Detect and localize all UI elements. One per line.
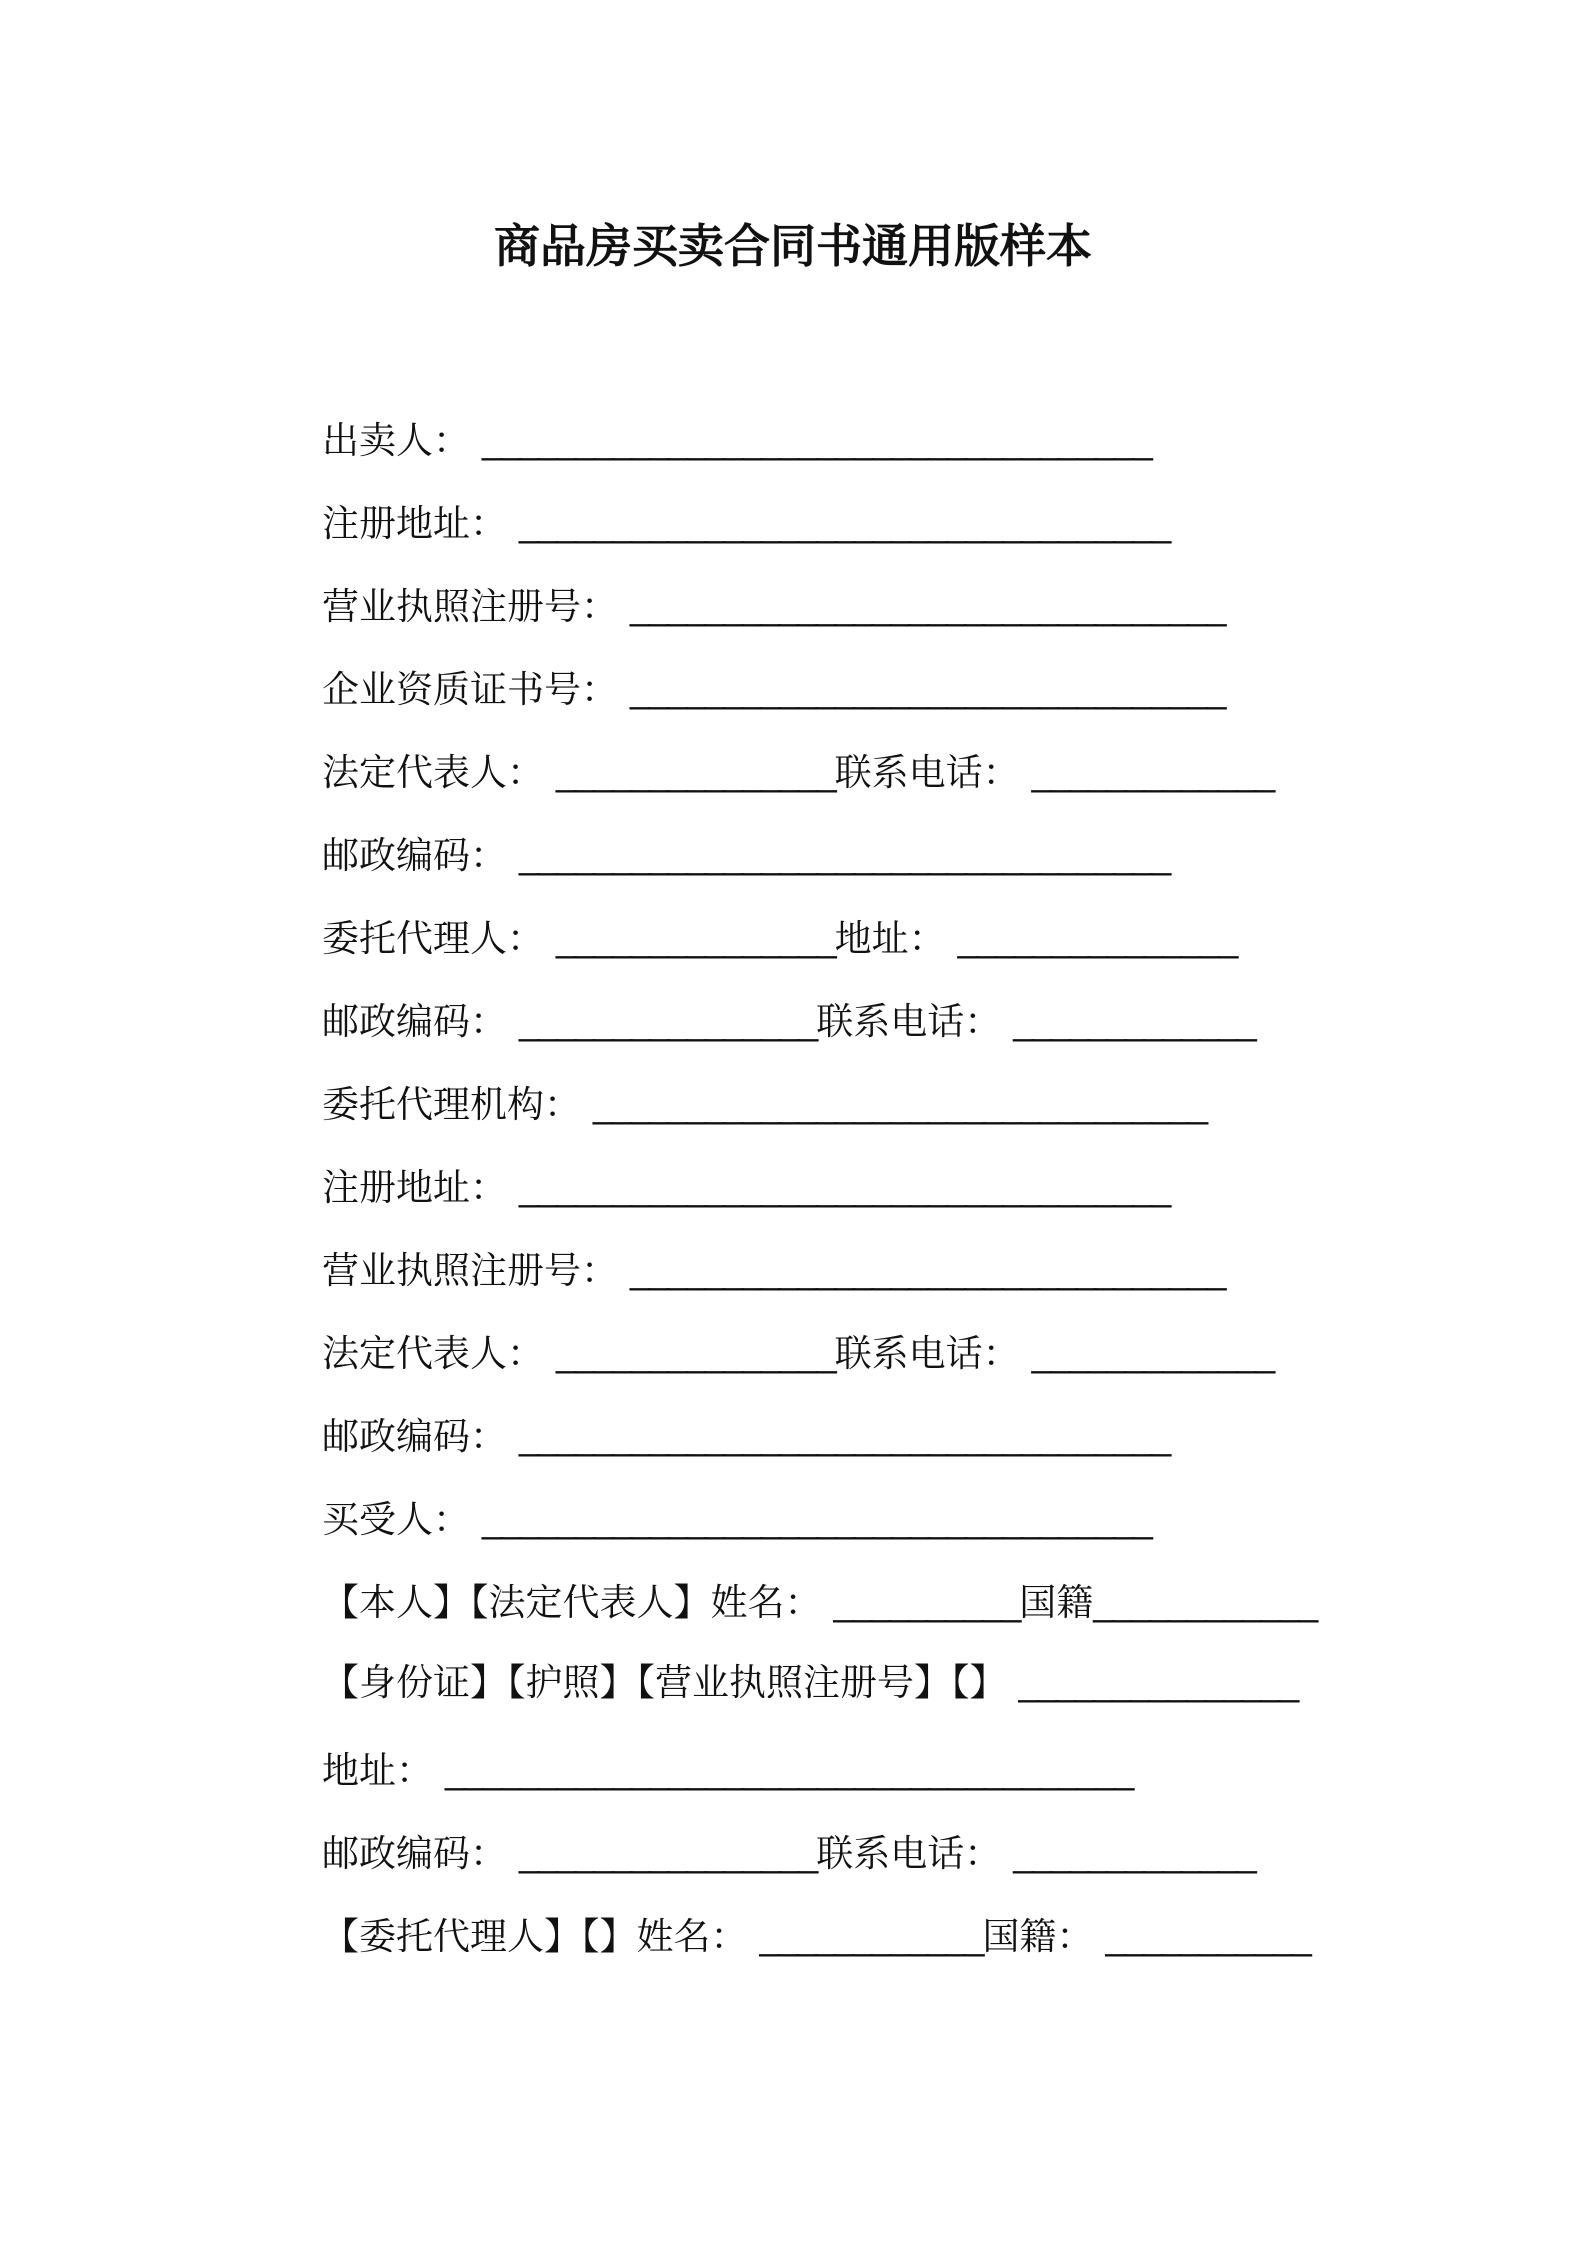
contract-party-form bbox=[322, 399, 1522, 1978]
field-label: 联系电话： bbox=[816, 1832, 1002, 1875]
seller-agent-postcode-line bbox=[322, 980, 1522, 1063]
field-label: 【委托代理人】【】姓名： bbox=[322, 1915, 748, 1958]
buyer-id-document-line bbox=[322, 1641, 1522, 1724]
blank-line: _______________ bbox=[1018, 1662, 1298, 1703]
blank-line: _____________ bbox=[1031, 1333, 1274, 1374]
blank-line: ___________________________________ bbox=[519, 503, 1170, 544]
blank-line: _____________ bbox=[1013, 1001, 1255, 1042]
field-label: 国籍 bbox=[1019, 1581, 1094, 1624]
blank-line: ________________ bbox=[519, 1001, 817, 1042]
blank-line: ____________ bbox=[1093, 1582, 1317, 1623]
field-label: 联系电话： bbox=[834, 1332, 1020, 1375]
blank-line: __________ bbox=[833, 1582, 1020, 1623]
field-label: 地址： bbox=[322, 1749, 433, 1792]
buyer-postcode-line bbox=[322, 1812, 1522, 1895]
blank-line: _______________ bbox=[957, 918, 1237, 959]
buyer-agent-line bbox=[322, 1895, 1522, 1978]
field-label: 【身份证】【护照】【营业执照注册号】【】 bbox=[322, 1661, 1007, 1704]
agency-business-license-line bbox=[322, 1229, 1522, 1312]
field-label: 注册地址： bbox=[322, 502, 507, 545]
blank-line: ____________________________________ bbox=[482, 420, 1151, 461]
field-label: 买受人： bbox=[322, 1498, 470, 1541]
seller-name-line bbox=[322, 399, 1522, 482]
seller-agent-line bbox=[322, 897, 1522, 980]
field-label: 地址： bbox=[834, 917, 946, 960]
field-label: 注册地址： bbox=[322, 1166, 507, 1209]
agency-name-line bbox=[322, 1063, 1522, 1146]
blank-line: _________________________________ bbox=[593, 1084, 1207, 1125]
blank-line: ____________________________________ bbox=[482, 1499, 1151, 1540]
field-label: 委托代理机构： bbox=[322, 1083, 581, 1126]
field-label: 法定代表人： bbox=[322, 1332, 544, 1375]
field-label: 出卖人： bbox=[322, 419, 470, 462]
blank-line: ________________________________ bbox=[630, 586, 1225, 627]
seller-legal-rep-line bbox=[322, 731, 1522, 814]
blank-line: _______________ bbox=[556, 1333, 835, 1374]
blank-line: ___________________________________ bbox=[519, 1167, 1170, 1208]
blank-line: ________________ bbox=[519, 1833, 817, 1874]
seller-qualification-cert-line bbox=[322, 648, 1522, 731]
agency-postcode-line bbox=[322, 1395, 1522, 1478]
buyer-identity-line bbox=[322, 1561, 1522, 1644]
document-title: 商品房买卖合同书通用版样本 bbox=[494, 219, 1092, 273]
blank-line: ___________________________________ bbox=[519, 1416, 1170, 1457]
field-label: 营业执照注册号： bbox=[322, 1249, 618, 1292]
field-label: 企业资质证书号： bbox=[322, 668, 618, 711]
buyer-name-line bbox=[322, 1478, 1522, 1561]
buyer-address-line bbox=[322, 1729, 1522, 1812]
field-label: 【本人】【法定代表人】姓名： bbox=[322, 1581, 822, 1624]
blank-line: _______________ bbox=[556, 918, 835, 959]
blank-line: _______________ bbox=[556, 752, 835, 793]
field-label: 邮政编码： bbox=[322, 1832, 507, 1875]
blank-line: ________________________________ bbox=[630, 669, 1225, 710]
blank-line: _____________ bbox=[1013, 1833, 1255, 1874]
blank-line: _____________ bbox=[1031, 752, 1274, 793]
field-label: 邮政编码： bbox=[322, 834, 507, 877]
field-label: 国籍： bbox=[982, 1915, 1094, 1958]
seller-business-license-line bbox=[322, 565, 1522, 648]
seller-postcode-line bbox=[322, 814, 1522, 897]
blank-line: ___________________________________ bbox=[519, 835, 1170, 876]
field-label: 联系电话： bbox=[834, 751, 1020, 794]
field-label: 邮政编码： bbox=[322, 1000, 507, 1043]
agency-registered-address-line bbox=[322, 1146, 1522, 1229]
field-label: 营业执照注册号： bbox=[322, 585, 618, 628]
blank-line: ___________ bbox=[1105, 1916, 1310, 1957]
blank-line: _____________________________________ bbox=[445, 1750, 1133, 1791]
field-label: 委托代理人： bbox=[322, 917, 544, 960]
field-label: 联系电话： bbox=[816, 1000, 1002, 1043]
agency-legal-rep-line bbox=[322, 1312, 1522, 1395]
blank-line: ____________ bbox=[759, 1916, 983, 1957]
field-label: 法定代表人： bbox=[322, 751, 544, 794]
field-label: 邮政编码： bbox=[322, 1415, 507, 1458]
blank-line: ________________________________ bbox=[630, 1250, 1225, 1291]
seller-registered-address-line bbox=[322, 482, 1522, 565]
